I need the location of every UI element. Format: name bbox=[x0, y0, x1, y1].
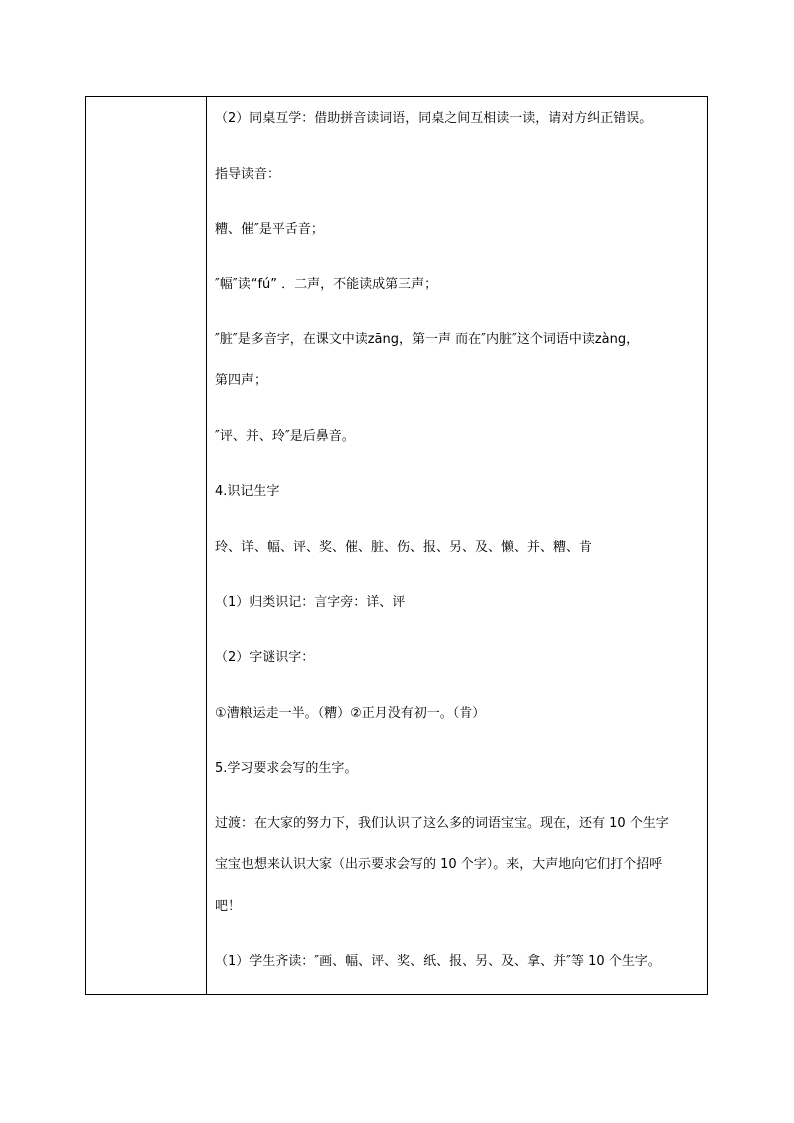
table-left-column bbox=[86, 97, 207, 994]
text-line-zang: ″脏″是多音字，在课文中读zāng，第一声 而在″内脏″这个词语中读zàng， bbox=[215, 332, 640, 347]
section-heading-5: 5.学习要求会写的生字。 bbox=[215, 761, 358, 776]
text-line-houbi: ″评、并、玲″是后鼻音。 bbox=[215, 429, 355, 444]
text-line-qidu: （1）学生齐读：″画、幅、评、奖、纸、报、另、及、拿、并″等 10 个生字。 bbox=[215, 954, 661, 969]
text-line-zimi: （2）字谜识字： bbox=[215, 650, 315, 665]
text-line-disisheng: 第四声； bbox=[215, 373, 268, 388]
text-line-fu: ″幅″读“fú” ．二声，不能读成第三声； bbox=[215, 277, 438, 292]
text-line-guodu-3: 吧！ bbox=[215, 899, 242, 914]
text-line-zhidao: 指导读音： bbox=[215, 167, 281, 182]
text-line-guodu-1: 过渡：在大家的努力下，我们认识了这么多的词语宝宝。现在，还有 10 个生字 bbox=[215, 816, 669, 831]
text-line-shengzi: 玲、详、幅、评、奖、催、脏、伤、报、另、及、懒、并、糟、肯 bbox=[215, 540, 593, 555]
text-line-guilei: （1）归类识记：言字旁：详、评 bbox=[215, 595, 406, 610]
section-heading-4: 4.识记生字 bbox=[215, 484, 280, 499]
text-line-riddle: ①漕粮运走一半。（糟）②正月没有初一。（肯） bbox=[215, 706, 486, 721]
text-line-guodu-2: 宝宝也想来认识大家（出示要求会写的 10 个字）。来，大声地向它们打个招呼 bbox=[215, 857, 663, 872]
text-line-tongzhuo: （2）同桌互学：借助拼音读词语，同桌之间互相读一读，请对方纠正错误。 bbox=[215, 111, 653, 126]
text-line-pingshe: 糟、催″是平舌音； bbox=[215, 222, 324, 237]
